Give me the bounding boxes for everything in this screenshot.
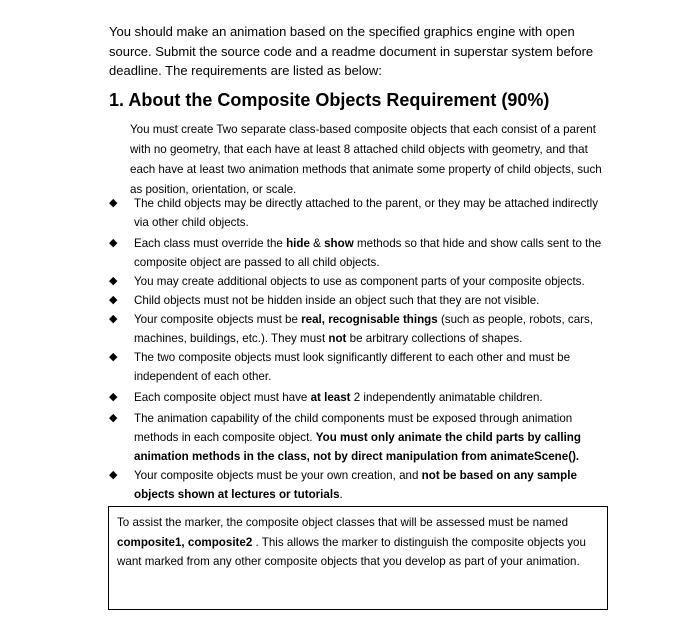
text-run: Your composite objects must be (134, 313, 302, 326)
list-item (109, 348, 614, 386)
list-item (109, 466, 614, 504)
text-run: The two composite objects must look significantly different to each other and must be independent of each other. (134, 351, 571, 383)
list-item (109, 194, 614, 232)
diamond-bullet-icon: ◆ (109, 197, 118, 209)
bold-text: at least (310, 391, 351, 404)
diamond-bullet-icon: ◆ (109, 351, 118, 363)
text-run: Each composite object must have (134, 391, 311, 404)
text-run: methods so that hide and show calls sent to the composite object are passed to all child objects. (134, 237, 602, 269)
list-item (109, 388, 614, 407)
diamond-bullet-icon: ◆ (109, 237, 118, 249)
text-run: . (339, 488, 343, 501)
section-heading: 1. About the Composite Objects Requirement (90%) (109, 90, 550, 110)
bold-text: show (324, 237, 354, 250)
text-run: Each class must override the (134, 237, 287, 250)
bold-text: You must only animate the child parts by calling animation methods in the class, not by direct manipulation from animateScene(). (134, 431, 581, 463)
requirement-paragraph: You must create Two separate class-based composite objects that each consist of a parent with no geometry, that each have at least 8 attached child objects with geometry, and that each have at least two animation methods that animate some property of child objects, such as position, orientation, or scale. (130, 123, 602, 196)
diamond-bullet-icon: ◆ (109, 469, 118, 481)
text-run: (such as people, robots, cars, machines, buildings, etc.). They must (134, 313, 594, 345)
list-item (109, 272, 614, 291)
diamond-bullet-icon: ◆ (109, 294, 118, 306)
list-item (109, 409, 614, 466)
text-run: Child objects must not be hidden inside an object such that they are not visible. (134, 294, 540, 307)
bold-text: composite1, composite2 (117, 535, 253, 549)
text-run: be arbitrary collections of shapes. (346, 332, 523, 345)
list-item (109, 234, 614, 272)
text-run: To assist the marker, the composite object classes that will be assessed must be named (117, 516, 569, 529)
text-run: . This allows the marker to distinguish the composite objects you want marked from any other composite objects that you develop as part of your animation. (117, 535, 586, 568)
diamond-bullet-icon: ◆ (109, 313, 118, 325)
bold-text: real, recognisable things (301, 313, 438, 326)
note-text (117, 513, 599, 572)
text-run: & (309, 237, 325, 250)
diamond-bullet-icon: ◆ (109, 391, 118, 403)
text-run: Your composite objects must be your own creation, and (134, 469, 422, 482)
list-item (109, 310, 614, 348)
text-run: The child objects may be directly attached to the parent, or they may be attached indirectly via other child objects. (134, 197, 598, 229)
text-run: The animation capability of the child components must be exposed through animation methods in each composite object. (134, 412, 573, 444)
note-box (108, 506, 608, 610)
bold-text: not be based on any sample objects shown at lectures or tutorials (134, 469, 577, 501)
text-run: 2 independently animatable children. (350, 391, 543, 404)
bold-text: not (328, 332, 347, 345)
intro-text: You should make an animation based on the specified graphics engine with open source. Submit the source code and a readme document in superstar system before deadline. The requirements are listed as below: (109, 24, 594, 78)
diamond-bullet-icon: ◆ (109, 412, 118, 424)
text-run: You may create additional objects to use as component parts of your composite objects. (134, 275, 585, 288)
bold-text: hide (286, 237, 310, 250)
list-item (109, 291, 614, 310)
requirements-list (109, 194, 614, 504)
diamond-bullet-icon: ◆ (109, 275, 118, 287)
